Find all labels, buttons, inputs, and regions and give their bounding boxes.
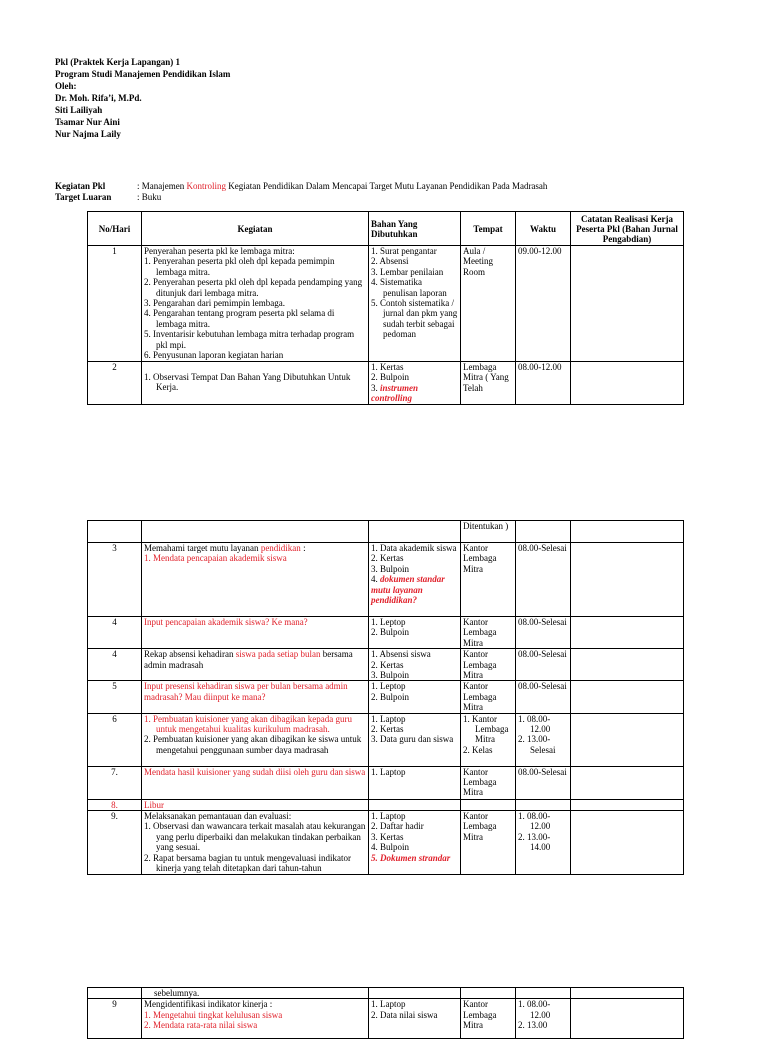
row-catatan — [571, 713, 684, 766]
row-tempat: Kantor Lembaga Mitra — [461, 999, 516, 1039]
row-waktu: 08.00-Selesai — [516, 681, 571, 713]
row-kegiatan: Mengidentifikasi indikator kinerja : 1. Mengetahui tingkat kelulusan siswa 2. Mendata rata-rata nilai siswa — [142, 999, 369, 1039]
target-value: : Buku — [137, 192, 162, 202]
table-row — [88, 681, 684, 713]
row-kegiatan: Libur — [142, 799, 369, 810]
header-title: Pkl (Praktek Kerja Lapangan) 1 — [55, 57, 180, 67]
target-label: Target Luaran — [55, 192, 112, 202]
table-row — [88, 521, 684, 543]
row-waktu: 08.00-Selesai — [516, 617, 571, 649]
row-tempat: Kantor Lembaga Mitra — [461, 543, 516, 617]
header-by: Oleh: — [55, 81, 77, 91]
row-number: 3 — [88, 543, 142, 617]
row-catatan — [571, 362, 684, 405]
table-row — [88, 543, 684, 617]
row-number: 4 — [88, 649, 142, 681]
table-row — [88, 811, 684, 875]
row-number: 7. — [88, 766, 142, 799]
activity-table-page-3 — [87, 987, 684, 1039]
row-catatan — [571, 649, 684, 681]
header-author-3: Tsamar Nur Aini — [55, 117, 120, 127]
row-tempat: Ditentukan ) — [461, 521, 516, 543]
row-catatan — [571, 681, 684, 713]
row-waktu: 1. 08.00-12.00 2. 13.00-14.00 — [516, 811, 571, 875]
document-header — [55, 56, 230, 140]
table-row — [88, 799, 684, 810]
row-bahan: 1. Leptop 2. Bulpoin — [369, 617, 461, 649]
row-number: 4 — [88, 617, 142, 649]
col-tempat: Tempat — [461, 212, 516, 246]
row-number: 9 — [88, 999, 142, 1039]
row-tempat: Kantor Lembaga Mitra — [461, 649, 516, 681]
row-bahan: 1. Surat pengantar 2. Absensi 3. Lembar penilaian 4. Sistematika penulisan laporan 5. Contoh sistematika / jurnal dan pkm yang sudah terbit sebagai pedoman — [369, 246, 461, 362]
row-bahan: 1. Absensi siswa 2. Kertas 3. Bulpoin — [369, 649, 461, 681]
row-number: 9. — [88, 811, 142, 875]
row-kegiatan: Melaksanakan pemantauan dan evaluasi: 1. Observasi dan wawancara terkait masalah atau kekurangan yang perlu diperbaiki dan melakukan tindakan perbaikan yang sesuai. 2. Rapat bersama bagian tu untuk mengevaluasi indikator kinerja yang telah ditetapkan dari tahun-tahun — [142, 811, 369, 875]
table-row — [88, 713, 684, 766]
table-row — [88, 246, 684, 362]
row-catatan — [571, 999, 684, 1039]
row-bahan: 1. Leptop 2. Bulpoin — [369, 681, 461, 713]
row-catatan — [571, 766, 684, 799]
row-waktu: 08.00-Selesai — [516, 649, 571, 681]
row-waktu: 09.00-12.00 — [516, 246, 571, 362]
col-bahan: Bahan Yang Dibutuhkan — [369, 212, 461, 246]
row-tempat: Lembaga Mitra ( Yang Telah — [461, 362, 516, 405]
kegiatan-value: : Manajemen Kontroling Kegiatan Pendidikan Dalam Mencapai Target Mutu Layanan Pendidikan Pada Madrasah — [137, 181, 548, 191]
row-kegiatan: sebelumnya. — [142, 988, 369, 999]
row-tempat: Aula / Meeting Room — [461, 246, 516, 362]
activity-table-page-2 — [87, 520, 684, 875]
row-number: 6 — [88, 713, 142, 766]
row-waktu: 1. 08.00-12.00 2. 13.00-Selesai — [516, 713, 571, 766]
table-row — [88, 649, 684, 681]
kegiatan-label: Kegiatan Pkl — [55, 181, 106, 191]
table-header-row — [88, 212, 684, 246]
row-tempat: Kantor Lembaga Mitra — [461, 681, 516, 713]
table-row — [88, 988, 684, 999]
row-catatan — [571, 811, 684, 875]
row-kegiatan: Mendata hasil kuisioner yang sudah diisi oleh guru dan siswa — [142, 766, 369, 799]
row-catatan — [571, 246, 684, 362]
row-tempat: Kantor Lembaga Mitra — [461, 617, 516, 649]
row-tempat: Kantor Lembaga Mitra — [461, 811, 516, 875]
col-kegiatan: Kegiatan — [142, 212, 369, 246]
row-tempat: 1. Kantor Lembaga Mitra 2. Kelas — [461, 713, 516, 766]
row-number: 8. — [88, 799, 142, 810]
activity-meta — [55, 181, 547, 203]
table-row — [88, 362, 684, 405]
row-bahan: 1. Laptop — [369, 766, 461, 799]
row-bahan: 1. Kertas 2. Bulpoin 3. instrumen controlling — [369, 362, 461, 405]
table-row — [88, 617, 684, 649]
row-number: 2 — [88, 362, 142, 405]
row-kegiatan: Rekap absensi kehadiran siswa pada setiap bulan bersama admin madrasah — [142, 649, 369, 681]
row-catatan — [571, 617, 684, 649]
row-bahan: 1. Laptop 2. Daftar hadir 3. Kertas 4. Bulpoin 5. Dokumen strandar — [369, 811, 461, 875]
row-kegiatan: Input presensi kehadiran siswa per bulan bersama admin madrasah? Mau diinput ke mana? — [142, 681, 369, 713]
table-row — [88, 766, 684, 799]
row-bahan: 1. Laptop 2. Kertas 3. Data guru dan siswa — [369, 713, 461, 766]
row-bahan: 1. Data akademik siswa 2. Kertas 3. Bulpoin 4. dokumen standar mutu layanan pendidikan? — [369, 543, 461, 617]
row-bahan: 1. Laptop 2. Data nilai siswa — [369, 999, 461, 1039]
row-waktu: 08.00-Selesai — [516, 766, 571, 799]
row-kegiatan: Penyerahan peserta pkl ke lembaga mitra: 1. Penyerahan peserta pkl oleh dpl kepada pemimpin lembaga mitra. 2. Penyerahan peserta pkl oleh dpl kepada pendamping yang ditunjuk dari lembaga mitra. 3. Pengarahan dari pemimpin lembaga. 4. Pengarahan tentang program peserta pkl selama di lembaga mitra. 5. Inventarisir kebutuhan lembaga mitra terhadap program pkl mpi. 6. Penyusunan laporan kegiatan harian — [142, 246, 369, 362]
row-kegiatan: Input pencapaian akademik siswa? Ke mana? — [142, 617, 369, 649]
row-waktu: 1. 08.00-12.00 2. 13.00 — [516, 999, 571, 1039]
table-row — [88, 999, 684, 1039]
header-author-1: Dr. Moh. Rifa’i, M.Pd. — [55, 93, 142, 103]
col-catatan: Catatan Realisasi Kerja Peserta Pkl (Bahan Jurnal Pengabdian) — [571, 212, 684, 246]
row-kegiatan: Memahami target mutu layanan pendidikan : 1. Mendata pencapaian akademik siswa — [142, 543, 369, 617]
header-author-4: Nur Najma Laily — [55, 129, 121, 139]
col-waktu: Waktu — [516, 212, 571, 246]
row-kegiatan: 1. Pembuatan kuisioner yang akan dibagikan kepada guru untuk mengetahui kualitas kurikulum madrasah. 2. Pembuatan kuisioner yang akan dibagikan ke siswa untuk mengetahui penggunaan sumber daya madrasah — [142, 713, 369, 766]
header-program: Program Studi Manajemen Pendidikan Islam — [55, 69, 231, 79]
row-kegiatan: 1. Observasi Tempat Dan Bahan Yang Dibutuhkan Untuk Kerja. — [142, 362, 369, 405]
row-number: 1 — [88, 246, 142, 362]
row-number: 5 — [88, 681, 142, 713]
row-waktu: 08.00-Selesai — [516, 543, 571, 617]
header-author-2: Siti Lailiyah — [55, 105, 103, 115]
col-no: No/Hari — [88, 212, 142, 246]
row-waktu: 08.00-12.00 — [516, 362, 571, 405]
row-tempat: Kantor Lembaga Mitra — [461, 766, 516, 799]
row-catatan — [571, 543, 684, 617]
activity-table-page-1 — [87, 211, 684, 405]
